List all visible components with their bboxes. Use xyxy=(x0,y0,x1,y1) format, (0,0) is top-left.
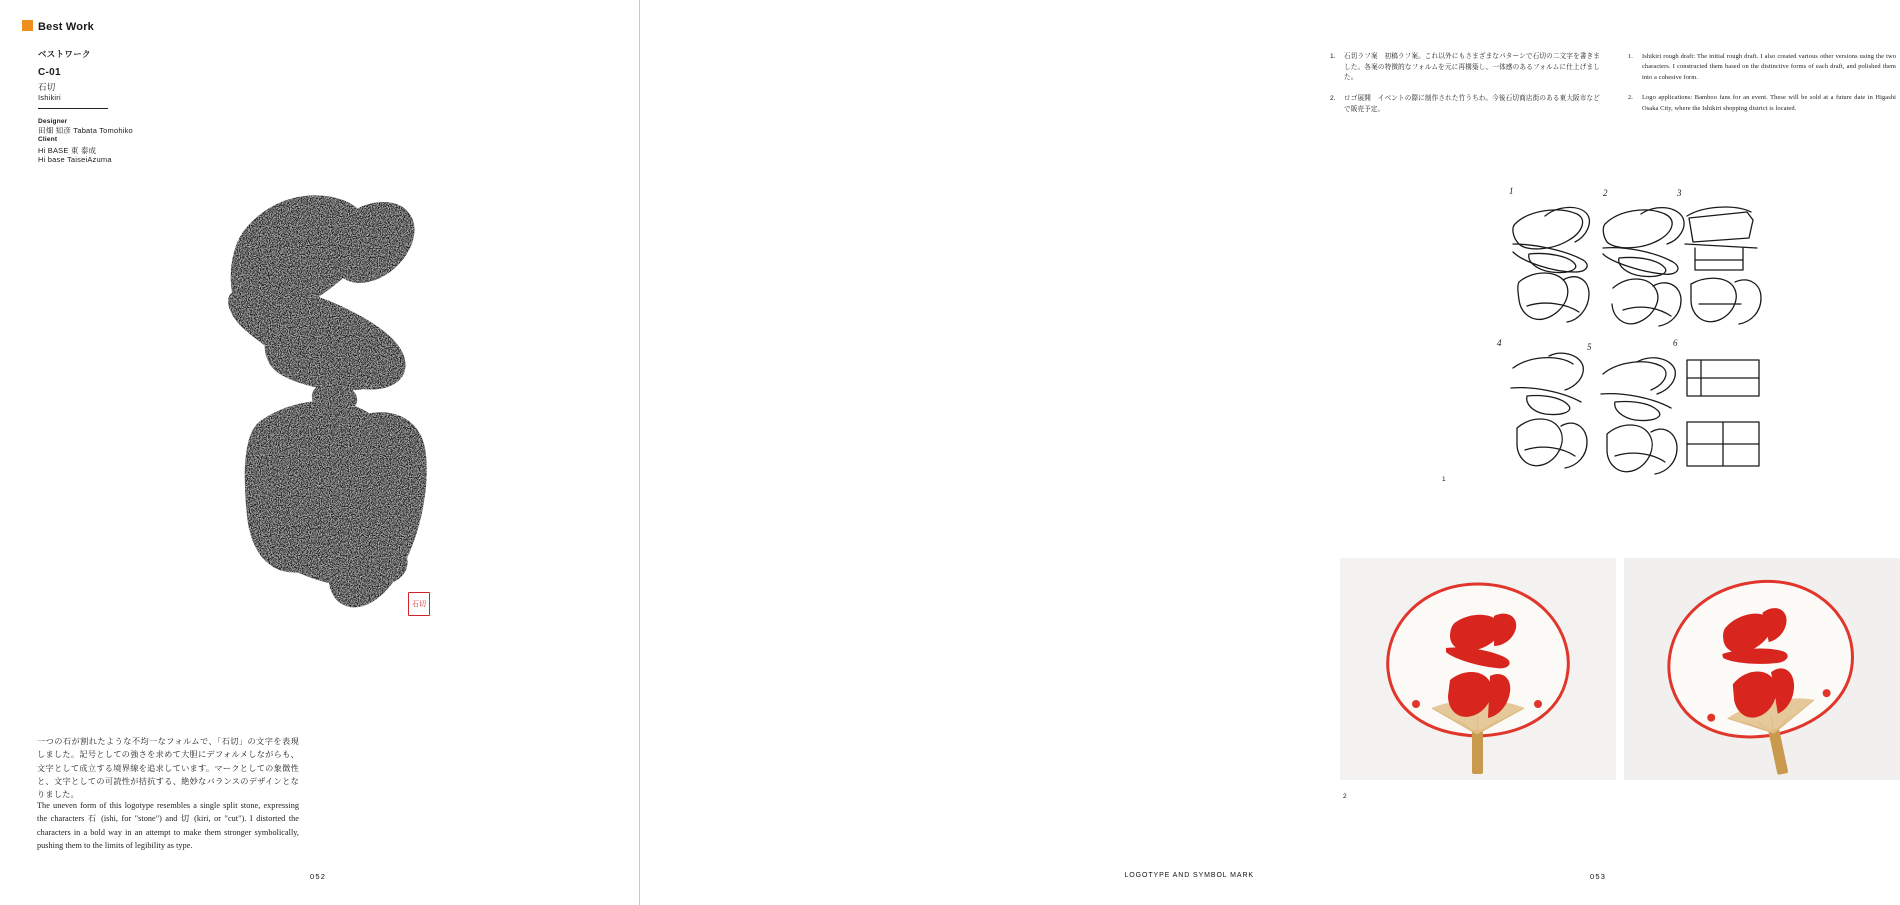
sketch-grid xyxy=(1495,186,1805,476)
sketch-1 xyxy=(1505,200,1600,328)
note-text: Ishikiri rough draft: The initial rough draft. I also created various other versions using the two characters. I constructed them based on the distinctive forms of each draft, and polished them into a cohesive form. xyxy=(1642,53,1896,81)
left-page xyxy=(0,0,640,905)
note-text: 石切ラフ案 初稿ラフ案。これ以外にもさまざまなパターンで石切の二文字を書きました。各案の特徴的なフォルムを元に再構築し、一体感のあるフォルムに仕上げました。 xyxy=(1344,53,1600,82)
sketch-number-6: 6 xyxy=(1673,338,1678,348)
work-title-en: Ishikiri xyxy=(38,93,61,102)
sketch-4 xyxy=(1503,348,1598,476)
designer-label: Designer xyxy=(38,118,68,125)
notes-en xyxy=(1628,52,1896,124)
note-number: 1. xyxy=(1330,53,1336,60)
note-text: Logo applications: Bamboo fans for an event. These will be sold at a future date in Higashi Osaka City, where the Ishikiri shopping district is located. xyxy=(1642,94,1896,112)
note-item xyxy=(1628,93,1896,114)
logotype-artwork xyxy=(215,172,455,632)
artist-seal: 石切 xyxy=(408,592,430,616)
body-text-jp: 一つの石が割れたような不均一なフォルムで、「石切」の文字を表現しました。記号としての強さを求めて大胆にデフォルメしながらも、文字として成立する境界線を追求しています。マークとしての象徴性と、文字としての可読性が拮抗する、絶妙なバランスのデザインとなりました。 xyxy=(37,737,299,800)
sketch-number-1: 1 xyxy=(1509,186,1514,196)
work-code: C-01 xyxy=(38,67,61,78)
sketch-number-3: 3 xyxy=(1677,188,1682,198)
photo-fan-angled xyxy=(1624,558,1900,780)
client-value: Hi BASE 東 泰成 xyxy=(38,146,97,155)
note-number: 2. xyxy=(1330,95,1336,103)
page-number-left: 052 xyxy=(310,872,327,881)
note-item xyxy=(1330,52,1600,84)
note-item xyxy=(1628,52,1896,83)
photo-fan-front xyxy=(1340,558,1616,780)
running-head: LOGOTYPE AND SYMBOL MARK xyxy=(1124,872,1254,879)
designer-value: 田畑 知彦 Tabata Tomohiko xyxy=(38,126,133,135)
body-text-en: The uneven form of this logotype resembles a single split stone, expressing the characters 石 (ishi, for "stone") and 切 (kiri, or "cut"). I distorted the characters in a bold way in an attempt to make them stronger symbolically, pushing them to the limits of legibility as type. xyxy=(37,801,299,850)
figure-caption-2: 2 xyxy=(1343,793,1347,800)
title-divider xyxy=(38,108,108,109)
sketch-6 xyxy=(1677,348,1772,476)
sketch-5 xyxy=(1593,352,1688,480)
sketch-number-4: 4 xyxy=(1497,338,1502,348)
work-title-jp: 石切 xyxy=(38,82,56,92)
section-label: Best Work xyxy=(38,21,94,33)
note-number: 2. xyxy=(1628,94,1633,102)
section-label-jp: ベストワーク xyxy=(38,49,91,59)
client-label: Client xyxy=(38,136,58,143)
page-number-right: 053 xyxy=(1590,872,1607,881)
section-marker xyxy=(22,20,33,31)
sketch-3 xyxy=(1677,200,1772,328)
right-page xyxy=(640,0,1896,905)
note-number: 1. xyxy=(1628,53,1633,60)
figure-caption-1: 1 xyxy=(1442,476,1446,483)
notes-jp xyxy=(1330,52,1600,125)
client-value-en: Hi base TaiseiAzuma xyxy=(38,155,112,164)
photo-row xyxy=(1340,558,1900,780)
note-item xyxy=(1330,94,1600,115)
note-text: ロゴ展開 イベントの際に制作された竹うちわ。今後石切商店街のある東大阪市などで販売予定。 xyxy=(1344,95,1600,113)
sketch-number-5: 5 xyxy=(1587,342,1592,352)
sketch-number-2: 2 xyxy=(1603,188,1608,198)
